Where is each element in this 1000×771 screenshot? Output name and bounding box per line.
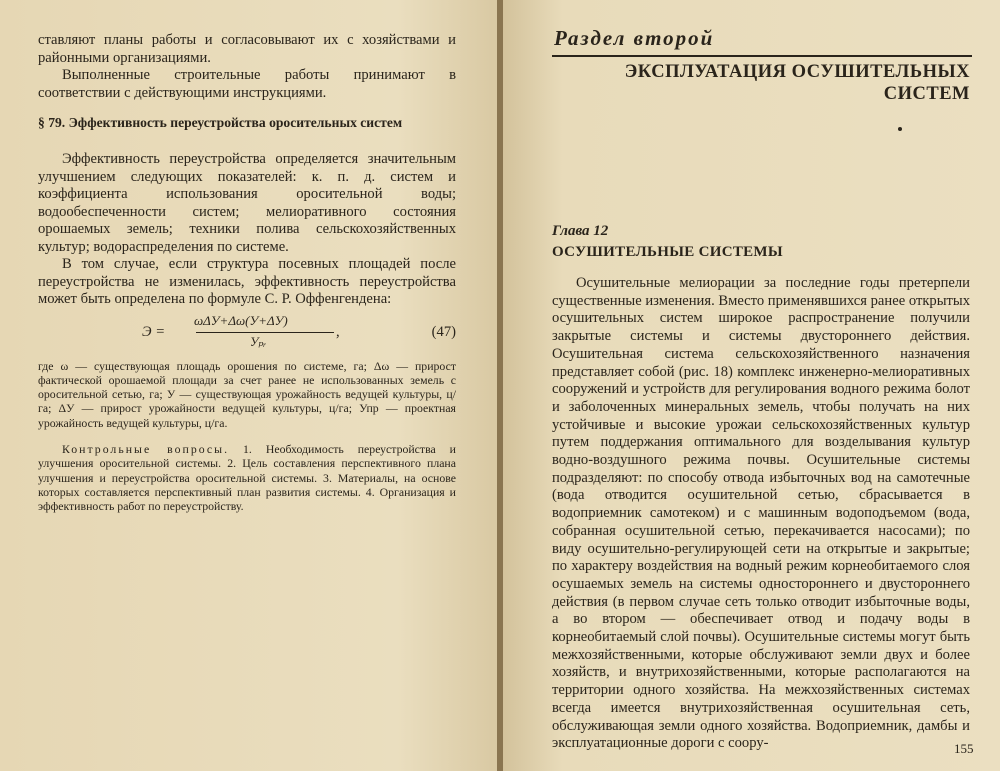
part-heading-line-2: СИСТЕМ <box>883 84 970 104</box>
questions-text: 1. Необходимость переустройства и улучшения оросительной системы. 2. Цель составления перспективного плана улучшения и переустройства оросительной системы. 3. Материалы, на основе которых составляется перспективный план развития системы. 4. Организация и эффективность работ по переустройству. <box>38 441 456 514</box>
chapter-title: ОСУШИТЕЛЬНЫЕ СИСТЕМЫ <box>552 244 783 260</box>
right-text-column <box>552 26 970 753</box>
control-questions <box>38 442 456 513</box>
part-title: Раздел второй <box>554 26 715 50</box>
part-title-rule <box>552 55 972 57</box>
right-page <box>503 0 1000 771</box>
formula-lhs: Э = <box>142 323 166 340</box>
chapter-body: Осушительные мелиорации за последние годы претерпели существенные изменения. Вместо применявшихся ранее открытых осушительных систем широкое распространение получили закрытые системы и системы двустороннего действия. Осушительная система сельскохозяйственного назначения представляет собой (рис. 18) комплекс инженерно-мелиоративных сооружений и устройств для регулирования водного режима болот и заболоченных минеральных земель, чтобы получать на них устойчивые и высокие урожаи сельскохозяйственных культур путем поддержания оптимального для возделывания культур водно-воздушного режима почвы. Осушительные системы подразделяют: по способу отвода избыточных вод на самотечные (вода отводится осушительной сетью, сбрасывается в водоприемник самотеком) и с машинным водоподъемом (вода, собранная осушительной сетью, перекачивается насосами); по виду осушительно-регулирующей сети на открытые и закрытые; по характеру воздействия на водный режим корнеобитаемого слоя осушаемых земель на системы одностороннего и двустороннего действия (в первом случае сеть только отводит избыточные воды, а во втором — обеспечивает отвод и подачу воды в корнеобитаемый слой почвы). Осушительные системы могут быть межхозяйственными, которые обслуживают земли двух и более хозяйств, и внутрихозяйственными, которые располагаются на территории одного хозяйства. На межхозяйственных системах всегда имеется внутрихозяйственная осушительная сеть, обслуживающая земли одного хозяйства. Водоприемник, дамбы и эксплуатационные дороги с соору- <box>552 275 970 752</box>
completed-works-paragraph: Выполненные строительные работы принимают в соответствии с действующими инструкциями. <box>38 67 456 101</box>
questions-label: Контрольные вопросы. <box>62 441 230 456</box>
left-text-column <box>38 32 456 513</box>
part-heading-line-1: ЭКСПЛУАТАЦИЯ ОСУШИТЕЛЬНЫХ <box>624 62 970 82</box>
formula-fraction-bar <box>196 332 334 333</box>
ink-dot <box>898 127 902 131</box>
section-heading: § 79. Эффективность переустройства оросительных систем <box>38 115 403 130</box>
formula-comma: , <box>336 323 340 340</box>
chapter-label: Глава 12 <box>552 223 609 239</box>
formula-denominator: Уₚᵣ <box>250 334 267 349</box>
formula-number: (47) <box>431 323 456 340</box>
formula-47 <box>38 313 456 353</box>
page-number: 155 <box>954 741 974 756</box>
opening-lines: ставляют планы работы и согласовывают их с хозяйствами и районными организациями. <box>38 32 456 66</box>
left-page <box>0 0 497 771</box>
efficiency-paragraph: Эффективность переустройства определяется значительным улучшением следующих показателей: к. п. д. систем и коэффициента использования оросительной воды; водообеспеченности систем; мелиоративного состояния орошаемых земель; техники полива сельскохозяйственных культур; водораспределения по системе. <box>38 151 456 255</box>
structure-paragraph: В том случае, если структура посевных площадей после переустройства не изменилась, эффективность переустройства может быть определена по формуле С. Р. Оффенгендена: <box>38 256 456 307</box>
formula-legend: где ω — существующая площадь орошения по системе, га; Δω — прирост фактической орошаемой площади за счет ранее не использованных земель с оросительной сетью, га; У — существующая урожайность ведущей культуры, ц/га; ΔУ — прирост урожайности ведущей культуры, ц/га; Упр — проектная урожайность ведущей культуры, ц/га. <box>38 358 456 430</box>
formula-numerator: ωΔУ+Δω(У+ΔУ) <box>194 312 288 328</box>
